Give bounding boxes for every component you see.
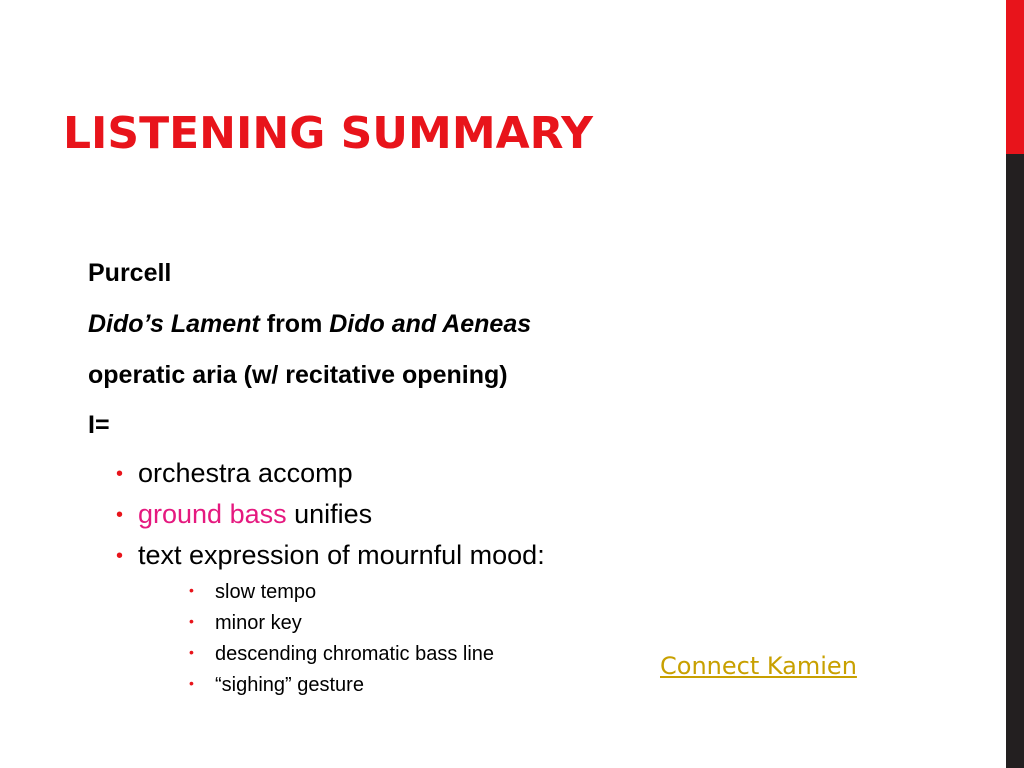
- highlight-term: ground bass: [138, 499, 287, 529]
- sub-bullet-item: [189, 609, 302, 635]
- work-connector: from: [259, 310, 330, 338]
- slide-title: LISTENING SUMMARY: [63, 108, 593, 159]
- bullet-item: [116, 457, 353, 490]
- composer-line: Purcell: [88, 259, 172, 287]
- work-source: Dido and Aeneas: [329, 310, 532, 338]
- sidebar-accent-dark: [1006, 154, 1024, 768]
- sub-bullet-item: [189, 640, 494, 666]
- sub-bullet-item: [189, 578, 316, 604]
- sub-bullet-text: “sighing” gesture: [215, 674, 364, 696]
- bullet-icon: •: [189, 613, 194, 629]
- sub-bullet-text: descending chromatic bass line: [215, 643, 495, 665]
- bullet-icon: •: [116, 463, 124, 485]
- bullet-icon: •: [116, 504, 124, 526]
- sidebar-accent-red: [1006, 0, 1024, 154]
- sub-bullet-text: minor key: [215, 612, 302, 634]
- work-line: [88, 309, 531, 339]
- bullet-icon: •: [116, 545, 124, 567]
- bullet-icon: •: [189, 582, 194, 598]
- work-title: Dido’s Lament: [88, 310, 260, 338]
- genre-line: operatic aria (w/ recitative opening): [88, 361, 508, 389]
- sub-bullet-text: slow tempo: [215, 581, 317, 603]
- connect-kamien-link[interactable]: Connect Kamien: [660, 652, 857, 680]
- bullet-text: unifies: [286, 499, 373, 529]
- bullet-text: orchestra accomp: [138, 458, 353, 488]
- bullet-icon: •: [189, 644, 194, 660]
- bullet-item: [116, 539, 545, 572]
- bullet-icon: •: [189, 675, 194, 691]
- sub-bullet-item: [189, 671, 364, 697]
- bullet-text: text expression of mournful mood:: [138, 540, 545, 570]
- bullet-item: [116, 498, 372, 531]
- intro-marker: I=: [88, 411, 110, 439]
